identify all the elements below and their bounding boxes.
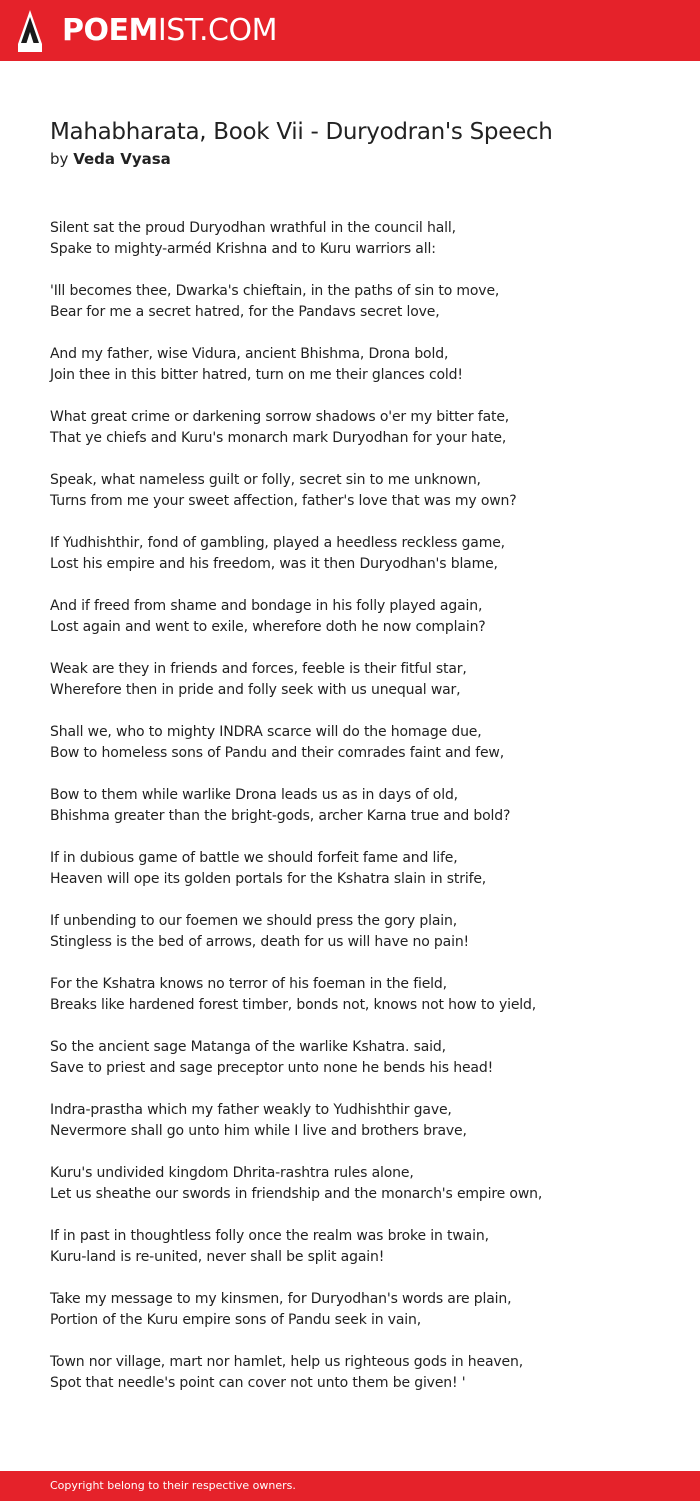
- byline: [50, 148, 171, 170]
- poem-line: For the Kshatra knows no terror of his foeman in the field,: [50, 976, 447, 992]
- poem-line: Bow to homeless sons of Pandu and their comrades faint and few,: [50, 745, 505, 761]
- poem-line: Bow to them while warlike Drona leads us as in days of old,: [50, 787, 458, 803]
- site-header: [0, 0, 700, 61]
- poem-line: If Yudhishthir, fond of gambling, played a heedless reckless game,: [50, 535, 505, 551]
- brand-bold: POEM: [62, 13, 158, 48]
- site-logo-text[interactable]: [62, 11, 277, 51]
- stanza: [50, 974, 670, 1016]
- poem-line: Silent sat the proud Duryodhan wrathful in the council hall,: [50, 220, 456, 236]
- poem-line: Take my message to my kinsmen, for Duryodhan's words are plain,: [50, 1291, 512, 1307]
- stanza: [50, 659, 670, 701]
- poem-line: Lost again and went to exile, wherefore doth he now complain?: [50, 619, 486, 635]
- stanza: [50, 1037, 670, 1079]
- stanza: [50, 1100, 670, 1142]
- poem-line: Shall we, who to mighty INDRA scarce will do the homage due,: [50, 724, 482, 740]
- poem-line: Stingless is the bed of arrows, death for us will have no pain!: [50, 934, 470, 950]
- poem-line: Lost his empire and his freedom, was it then Duryodhan's blame,: [50, 556, 498, 572]
- poem-line: Bhishma greater than the bright-gods, archer Karna true and bold?: [50, 808, 511, 824]
- stanza: [50, 596, 670, 638]
- stanza: [50, 1163, 670, 1205]
- poem-body: [50, 218, 670, 1415]
- poem-line: Turns from me your sweet affection, father's love that was my own?: [50, 493, 517, 509]
- poem-line: And if freed from shame and bondage in his folly played again,: [50, 598, 483, 614]
- stanza: [50, 344, 670, 386]
- poem-line: Heaven will ope its golden portals for the Kshatra slain in strife,: [50, 871, 487, 887]
- stanza: [50, 218, 670, 260]
- poem-line: If in dubious game of battle we should forfeit fame and life,: [50, 850, 458, 866]
- stanza: [50, 1226, 670, 1268]
- poem-line: 'Ill becomes thee, Dwarka's chieftain, in the paths of sin to move,: [50, 283, 500, 299]
- poem-line: Let us sheathe our swords in friendship and the monarch's empire own,: [50, 1186, 543, 1202]
- poem-line: Portion of the Kuru empire sons of Pandu seek in vain,: [50, 1312, 422, 1328]
- poem-line: Speak, what nameless guilt or folly, secret sin to me unknown,: [50, 472, 481, 488]
- poem-line: Kuru-land is re-united, never shall be split again!: [50, 1249, 385, 1265]
- poem-line: If unbending to our foemen we should press the gory plain,: [50, 913, 458, 929]
- poem-line: Kuru's undivided kingdom Dhrita-rashtra rules alone,: [50, 1165, 414, 1181]
- poem-line: If in past in thoughtless folly once the realm was broke in twain,: [50, 1228, 489, 1244]
- author-name: Veda Vyasa: [73, 150, 171, 168]
- stanza: [50, 785, 670, 827]
- copyright-text: Copyright belong to their respective owners.: [50, 1479, 296, 1492]
- site-footer: [0, 1471, 700, 1501]
- poem-line: Bear for me a secret hatred, for the Pandavs secret love,: [50, 304, 440, 320]
- poem-line: What great crime or darkening sorrow shadows o'er my bitter fate,: [50, 409, 510, 425]
- stanza: [50, 848, 670, 890]
- stanza: [50, 911, 670, 953]
- pencil-tip-icon[interactable]: [15, 8, 45, 54]
- stanza: [50, 533, 670, 575]
- poem-line: That ye chiefs and Kuru's monarch mark Duryodhan for your hate,: [50, 430, 507, 446]
- poem-line: Indra-prastha which my father weakly to Yudhishthir gave,: [50, 1102, 452, 1118]
- poem-line: Join thee in this bitter hatred, turn on me their glances cold!: [50, 367, 463, 383]
- stanza: [50, 1352, 670, 1394]
- brand-light: IST.COM: [157, 13, 277, 48]
- poem-line: And my father, wise Vidura, ancient Bhishma, Drona bold,: [50, 346, 449, 362]
- stanza: [50, 1289, 670, 1331]
- poem-line: Spot that needle's point can cover not unto them be given! ': [50, 1375, 466, 1391]
- poem-line: Weak are they in friends and forces, feeble is their fitful star,: [50, 661, 467, 677]
- by-label: by: [50, 150, 69, 168]
- poem-line: So the ancient sage Matanga of the warlike Kshatra. said,: [50, 1039, 446, 1055]
- poem-line: Breaks like hardened forest timber, bonds not, knows not how to yield,: [50, 997, 537, 1013]
- poem-line: Wherefore then in pride and folly seek with us unequal war,: [50, 682, 461, 698]
- poem-line: Save to priest and sage preceptor unto none he bends his head!: [50, 1060, 494, 1076]
- poem-line: Spake to mighty-arméd Krishna and to Kuru warriors all:: [50, 241, 436, 257]
- poem-line: Town nor village, mart nor hamlet, help us righteous gods in heaven,: [50, 1354, 524, 1370]
- stanza: [50, 722, 670, 764]
- poem-line: Nevermore shall go unto him while I live and brothers brave,: [50, 1123, 467, 1139]
- stanza: [50, 407, 670, 449]
- stanza: [50, 281, 670, 323]
- poem-title: Mahabharata, Book Vii - Duryodran's Speech: [50, 119, 553, 145]
- stanza: [50, 470, 670, 512]
